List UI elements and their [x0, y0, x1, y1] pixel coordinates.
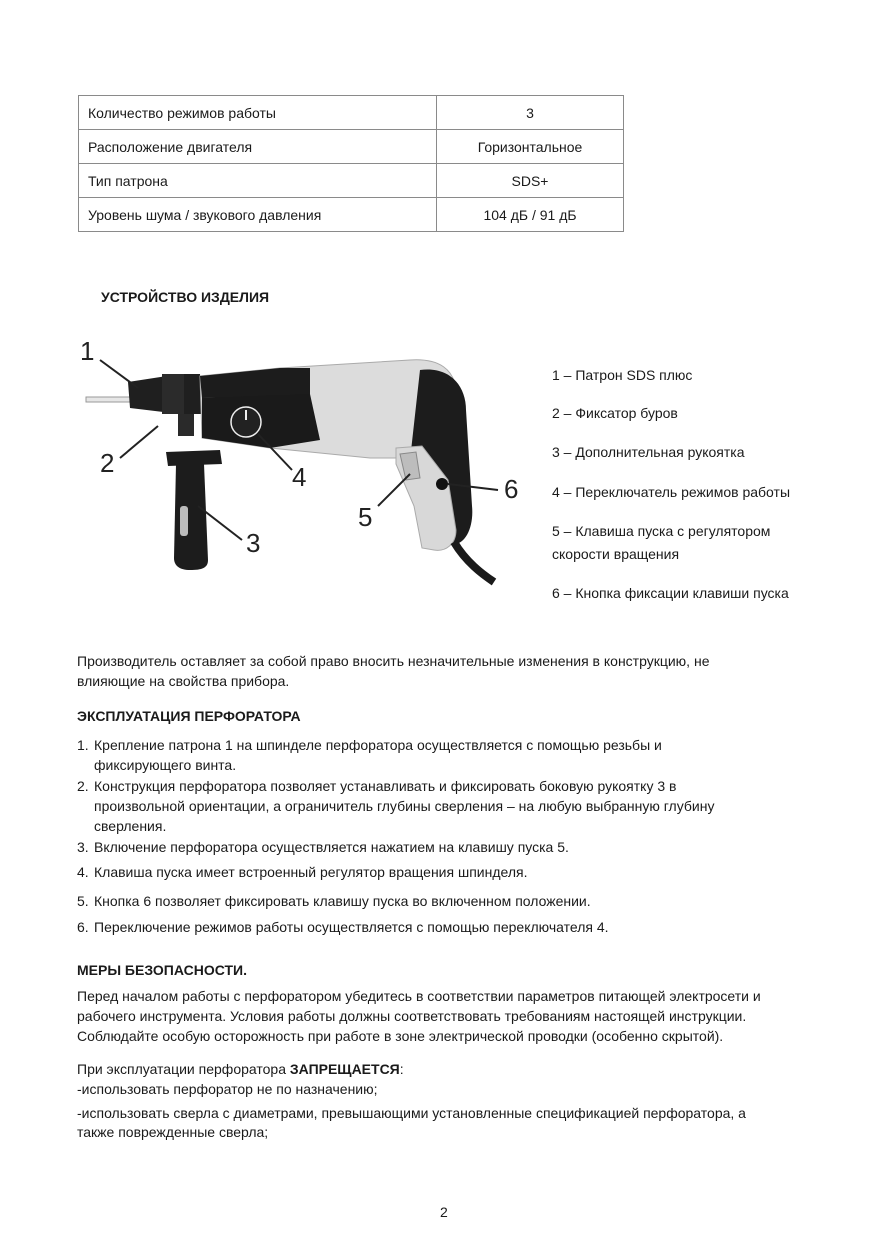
item-number: 2. — [77, 778, 89, 794]
side-handle — [174, 464, 208, 570]
page-number: 2 — [440, 1204, 448, 1220]
item-number: 3. — [77, 839, 89, 855]
item-text: Включение перфоратора осуществляется нажатием на клавишу пуска 5. — [94, 839, 569, 855]
paragraph-line: Перед началом работы с перфоратором убедитесь в соответствии параметров питающей электросети и — [77, 988, 761, 1004]
item-number: 1. — [77, 737, 89, 753]
safety-paragraph — [77, 986, 807, 1046]
item-text: Кнопка 6 позволяет фиксировать клавишу пуска во включенном положении. — [94, 893, 591, 909]
spec-value: 3 — [437, 96, 624, 130]
item-text: Крепление патрона 1 на шпинделе перфоратора осуществляется с помощью резьбы и — [94, 737, 662, 753]
item-number: 6. — [77, 919, 89, 935]
item-text: Конструкция перфоратора позволяет устанавливать и фиксировать боковую рукоятку 3 в — [94, 778, 677, 794]
prohibited-item: -использовать сверла с диаметрами, превышающими установленные спецификацией перфоратора, а — [77, 1105, 746, 1121]
disclaimer-line: влияющие на свойства прибора. — [77, 673, 290, 689]
legend-item: 4 – Переключатель режимов работы — [552, 484, 790, 500]
prohibited-item: также поврежденные сверла; — [77, 1124, 269, 1140]
legend-item: 1 – Патрон SDS плюс — [552, 367, 693, 383]
item-number: 5. — [77, 893, 89, 909]
spec-param: Количество режимов работы — [79, 96, 437, 130]
spec-value: SDS+ — [437, 164, 624, 198]
prohibited-colon: : — [399, 1061, 404, 1077]
prohibited-word: ЗАПРЕЩАЕТСЯ — [289, 1061, 400, 1077]
callout-4: 4 — [292, 462, 307, 492]
callout-1: 1 — [80, 336, 95, 366]
callout-line — [378, 474, 410, 506]
operation-heading: ЭКСПЛУАТАЦИЯ ПЕРФОРАТОРА — [77, 708, 301, 724]
callout-line — [100, 360, 138, 388]
list-item — [77, 917, 777, 937]
disclaimer-line: Производитель оставляет за собой право вносить незначительные изменения в конструкцию, не — [77, 653, 710, 669]
table-row — [79, 130, 624, 164]
disclaimer — [77, 651, 807, 691]
paragraph-line: рабочего инструмента. Условия работы должны соответствовать требованиям настоящей инструкции. — [77, 1008, 747, 1024]
spec-table — [78, 95, 624, 232]
table-row — [79, 164, 624, 198]
list-item — [77, 776, 777, 836]
list-item — [77, 862, 777, 882]
drill-illustration — [70, 330, 540, 600]
callout-3: 3 — [246, 528, 261, 558]
callout-6: 6 — [504, 474, 519, 504]
list-item — [77, 837, 777, 857]
prohibited-intro — [77, 1059, 807, 1079]
spec-value: Горизонтальное — [437, 130, 624, 164]
legend-item: 3 – Дополнительная рукоятка — [552, 444, 745, 460]
prohibited-intro-text: При эксплуатации перфоратора — [77, 1061, 290, 1077]
spec-param: Тип патрона — [79, 164, 437, 198]
device-heading: УСТРОЙСТВО ИЗДЕЛИЯ — [101, 289, 270, 305]
prohibited-item: -использовать перфоратор не по назначению; — [77, 1081, 378, 1097]
table-row — [79, 198, 624, 232]
legend-item: 5 – Клавиша пуска с регулятором — [552, 523, 771, 539]
item-text: произвольной ориентации, а ограничитель глубины сверления – на любую выбранную глубину — [94, 798, 715, 814]
spec-value: 104 дБ / 91 дБ — [437, 198, 624, 232]
table-row — [79, 96, 624, 130]
lock-button — [436, 478, 448, 490]
list-item — [77, 735, 777, 775]
safety-heading: МЕРЫ БЕЗОПАСНОСТИ. — [77, 962, 248, 978]
legend-item: 6 – Кнопка фиксации клавиши пуска — [552, 585, 789, 601]
callout-5: 5 — [358, 502, 373, 532]
item-text: фиксирующего винта. — [94, 757, 237, 773]
spec-param: Уровень шума / звукового давления — [79, 198, 437, 232]
power-cable — [454, 542, 494, 582]
spec-param: Расположение двигателя — [79, 130, 437, 164]
item-number: 4. — [77, 864, 89, 880]
paragraph-line: Соблюдайте особую осторожность при работе в зоне электрической проводки (особенно скрытой). — [77, 1028, 724, 1044]
item-text: Переключение режимов работы осуществляется с помощью переключателя 4. — [94, 919, 609, 935]
item-text: Клавиша пуска имеет встроенный регулятор вращения шпинделя. — [94, 864, 528, 880]
callout-2: 2 — [100, 448, 115, 478]
item-text: сверления. — [94, 818, 167, 834]
legend-item: 2 – Фиксатор буров — [552, 405, 678, 421]
legend-item: скорости вращения — [552, 546, 680, 562]
callout-line — [120, 426, 158, 458]
list-item — [77, 891, 777, 911]
